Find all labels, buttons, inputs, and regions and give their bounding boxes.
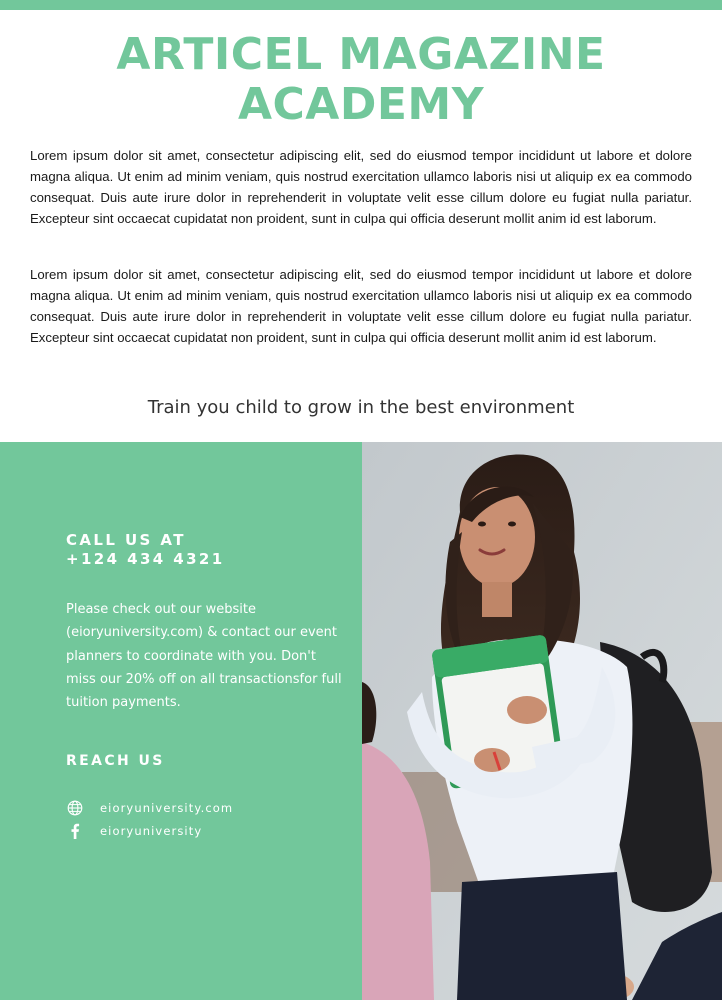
student-photo	[362, 442, 722, 1000]
tagline: Train you child to grow in the best environment	[147, 397, 575, 418]
title-line-1: ARTICEL MAGAZINE	[116, 29, 606, 80]
contact-description: Please check out our website (eioryuniversity.com) & contact our event planners to coordinate with you. Don't miss our 20% off on all transactionsfor full tuition payments.	[66, 602, 342, 711]
call-us-heading: CALL US AT	[66, 531, 186, 549]
magazine-title	[0, 30, 722, 130]
facebook-text: eioryuniversity	[100, 824, 203, 838]
website-text: eioryuniversity.com	[100, 801, 234, 815]
contact-panel	[0, 442, 362, 1000]
phone-number[interactable]: +124 434 4321	[66, 550, 225, 568]
top-accent-bar	[0, 0, 722, 10]
facebook-icon	[66, 822, 84, 840]
body-paragraph-1: Lorem ipsum dolor sit amet, consectetur adipiscing elit, sed do eiusmod tempor incididunt ut labore et dolore magna aliqua. Ut enim ad minim veniam, quis nostrud exercitation ullamco laboris nisi ut aliquip ex ea commodo consequat. Duis aute irure dolor in reprehenderit in voluptate velit esse cillum dolore eu fugiat nulla pariatur. Excepteur sint occaecat cupidatat non proident, sunt in culpa qui officia deserunt mollit anim id est laborum.	[30, 148, 692, 226]
website-link[interactable]	[66, 799, 233, 817]
body-paragraph-2: Lorem ipsum dolor sit amet, consectetur adipiscing elit, sed do eiusmod tempor incididunt ut labore et dolore magna aliqua. Ut enim ad minim veniam, quis nostrud exercitation ullamco laboris nisi ut aliquip ex ea commodo consequat. Duis aute irure dolor in reprehenderit in voluptate velit esse cillum dolore eu fugiat nulla pariatur. Excepteur sint occaecat cupidatat non proident, sunt in culpa qui officia deserunt mollit anim id est laborum.	[30, 267, 692, 345]
title-line-2: ACADEMY	[237, 79, 485, 130]
globe-icon	[66, 799, 84, 817]
student-illustration	[362, 442, 722, 1000]
facebook-link[interactable]	[66, 822, 202, 840]
reach-us-heading: REACH US	[66, 753, 165, 769]
